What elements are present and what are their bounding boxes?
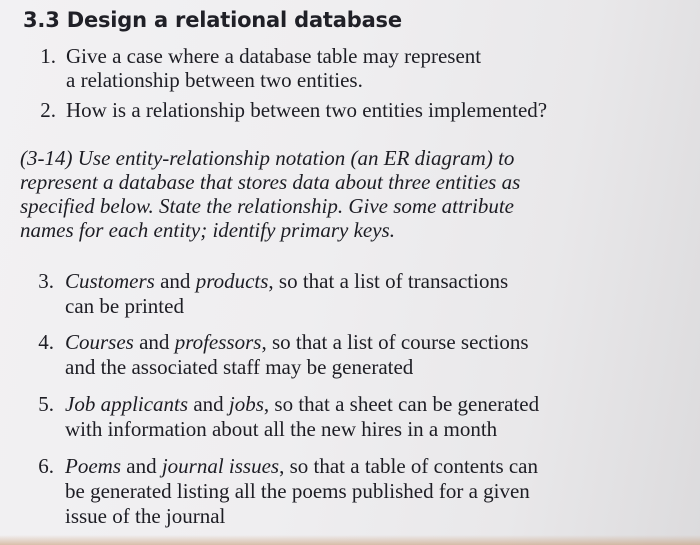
exercise-line: issue of the journal xyxy=(65,504,226,528)
entity-name: jobs xyxy=(228,392,264,416)
entity-name: Job applicants xyxy=(65,392,189,416)
exercise-4 xyxy=(38,330,529,380)
exercise-line: be generated listing all the poems published for a given xyxy=(65,479,530,503)
exercise-line xyxy=(65,454,538,479)
exercise-line: with information about all the new hires in a month xyxy=(65,417,498,441)
exercise-line: and the associated staff may be generated xyxy=(65,355,414,379)
conjunction: and xyxy=(188,392,229,416)
conjunction: and xyxy=(154,269,196,293)
exercise-text: , so that a table of contents can xyxy=(279,454,539,478)
question-text-line: How is a relationship between two entities implemented? xyxy=(66,98,548,122)
question-number: 1. xyxy=(40,44,56,68)
exercise-3 xyxy=(38,269,509,319)
entity-name: products xyxy=(195,269,269,293)
instruction-line: specified below. State the relationship. Give some attribute xyxy=(20,194,514,218)
exercise-number: 5. xyxy=(38,392,54,416)
section-heading: 3.3 Design a relational database xyxy=(23,8,402,32)
entity-name: professors xyxy=(174,330,262,354)
exercise-number: 6. xyxy=(38,454,54,478)
question-2 xyxy=(40,98,548,122)
conjunction: and xyxy=(133,330,175,354)
exercise-text: , so that a sheet can be generated xyxy=(263,392,540,416)
exercise-text: , so that a list of transactions xyxy=(268,269,509,293)
question-1 xyxy=(40,44,482,92)
question-number: 2. xyxy=(40,98,56,122)
exercise-6 xyxy=(38,454,539,529)
page-edge-shadow xyxy=(0,535,700,545)
exercise-line xyxy=(65,269,508,294)
question-text-line: a relationship between two entities. xyxy=(66,68,363,92)
conjunction: and xyxy=(121,454,162,478)
exercise-line xyxy=(65,330,529,355)
exercise-5 xyxy=(38,392,540,442)
exercise-instructions xyxy=(20,146,520,242)
exercise-number: 4. xyxy=(38,330,54,354)
exercise-number: 3. xyxy=(38,269,54,293)
question-text-line: Give a case where a database table may represent xyxy=(66,44,482,68)
exercise-line: can be printed xyxy=(65,294,184,318)
exercise-text: , so that a list of course sections xyxy=(261,330,529,354)
exercise-line xyxy=(65,392,539,417)
entity-name: Customers xyxy=(65,269,155,293)
entity-name: journal issues xyxy=(161,454,280,478)
entity-name: Poems xyxy=(65,454,121,478)
instruction-line: names for each entity; identify primary keys. xyxy=(20,218,395,242)
entity-name: Courses xyxy=(65,330,134,354)
instruction-line: (3-14) Use entity-relationship notation (an ER diagram) to xyxy=(20,146,515,170)
instruction-line: represent a database that stores data about three entities as xyxy=(20,170,521,194)
